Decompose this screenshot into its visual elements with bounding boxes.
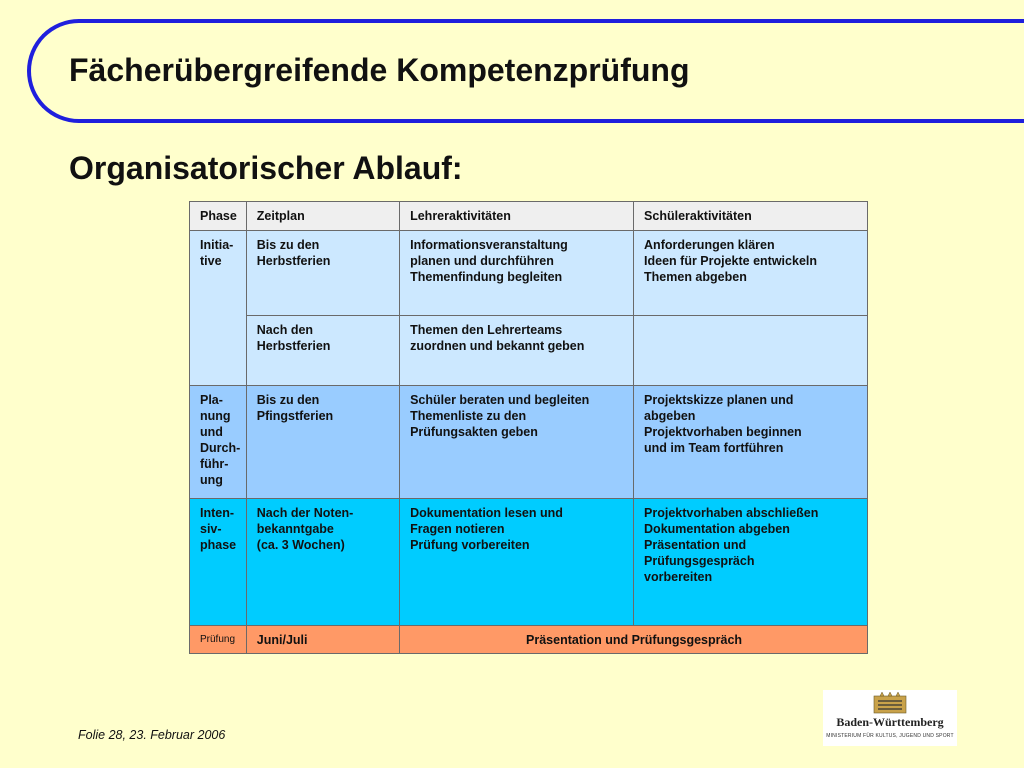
schueler-cell: Projektskizze planen und abgeben Projektvorhaben beginnen und im Team fortführen [634,386,868,499]
zeitplan-cell: Bis zu den Pfingstferien [246,386,399,499]
header-zeitplan: Zeitplan [246,202,399,231]
table-row [190,231,868,316]
ministry-logo [823,690,957,746]
lehrer-cell: Dokumentation lesen und Fragen notieren Prüfung vorbereiten [400,499,634,626]
schueler-cell: Anforderungen klären Ideen für Projekte entwickeln Themen abgeben [634,231,868,316]
page-title: Fächerübergreifende Kompetenzprüfung [69,52,690,88]
header-phase: Phase [190,202,247,231]
lehrer-cell: Schüler beraten und begleiten Themenliste zu den Prüfungsakten geben [400,386,634,499]
pruefung-activity-cell: Präsentation und Prüfungsgespräch [400,626,868,654]
logo-name: Baden-Württemberg [836,715,944,729]
header-lehreraktivitaeten: Lehreraktivitäten [400,202,634,231]
zeitplan-cell: Nach der Noten- bekanntgabe (ca. 3 Wochen) [246,499,399,626]
page-subtitle: Organisatorischer Ablauf: [69,150,463,186]
zeitplan-cell: Nach den Herbstferien [246,316,399,386]
phase-planung: Pla- nung und Durch- führ- ung [190,386,247,499]
table-row [190,386,868,499]
table-header-row [190,202,868,231]
table-row [190,499,868,626]
table-row [190,626,868,654]
zeitplan-cell: Bis zu den Herbstferien [246,231,399,316]
phase-initiative: Initia- tive [190,231,247,386]
schedule-table [189,201,868,654]
coat-of-arms-icon [872,692,908,714]
schueler-cell [634,316,868,386]
header-schueleraktivitaeten: Schüleraktivitäten [634,202,868,231]
phase-pruefung: Prüfung [190,626,247,654]
schueler-cell: Projektvorhaben abschließen Dokumentation abgeben Präsentation und Prüfungsgespräch vorbereiten [634,499,868,626]
table-row [190,316,868,386]
logo-subtitle: MINISTERIUM FÜR KULTUS, JUGEND UND SPORT [826,733,954,739]
slide-footer: Folie 28, 23. Februar 2006 [78,728,226,742]
lehrer-cell: Informationsveranstaltung planen und durchführen Themenfindung begleiten [400,231,634,316]
zeitplan-cell: Juni/Juli [246,626,399,654]
lehrer-cell: Themen den Lehrerteams zuordnen und bekannt geben [400,316,634,386]
phase-intensiv: Inten- siv- phase [190,499,247,626]
